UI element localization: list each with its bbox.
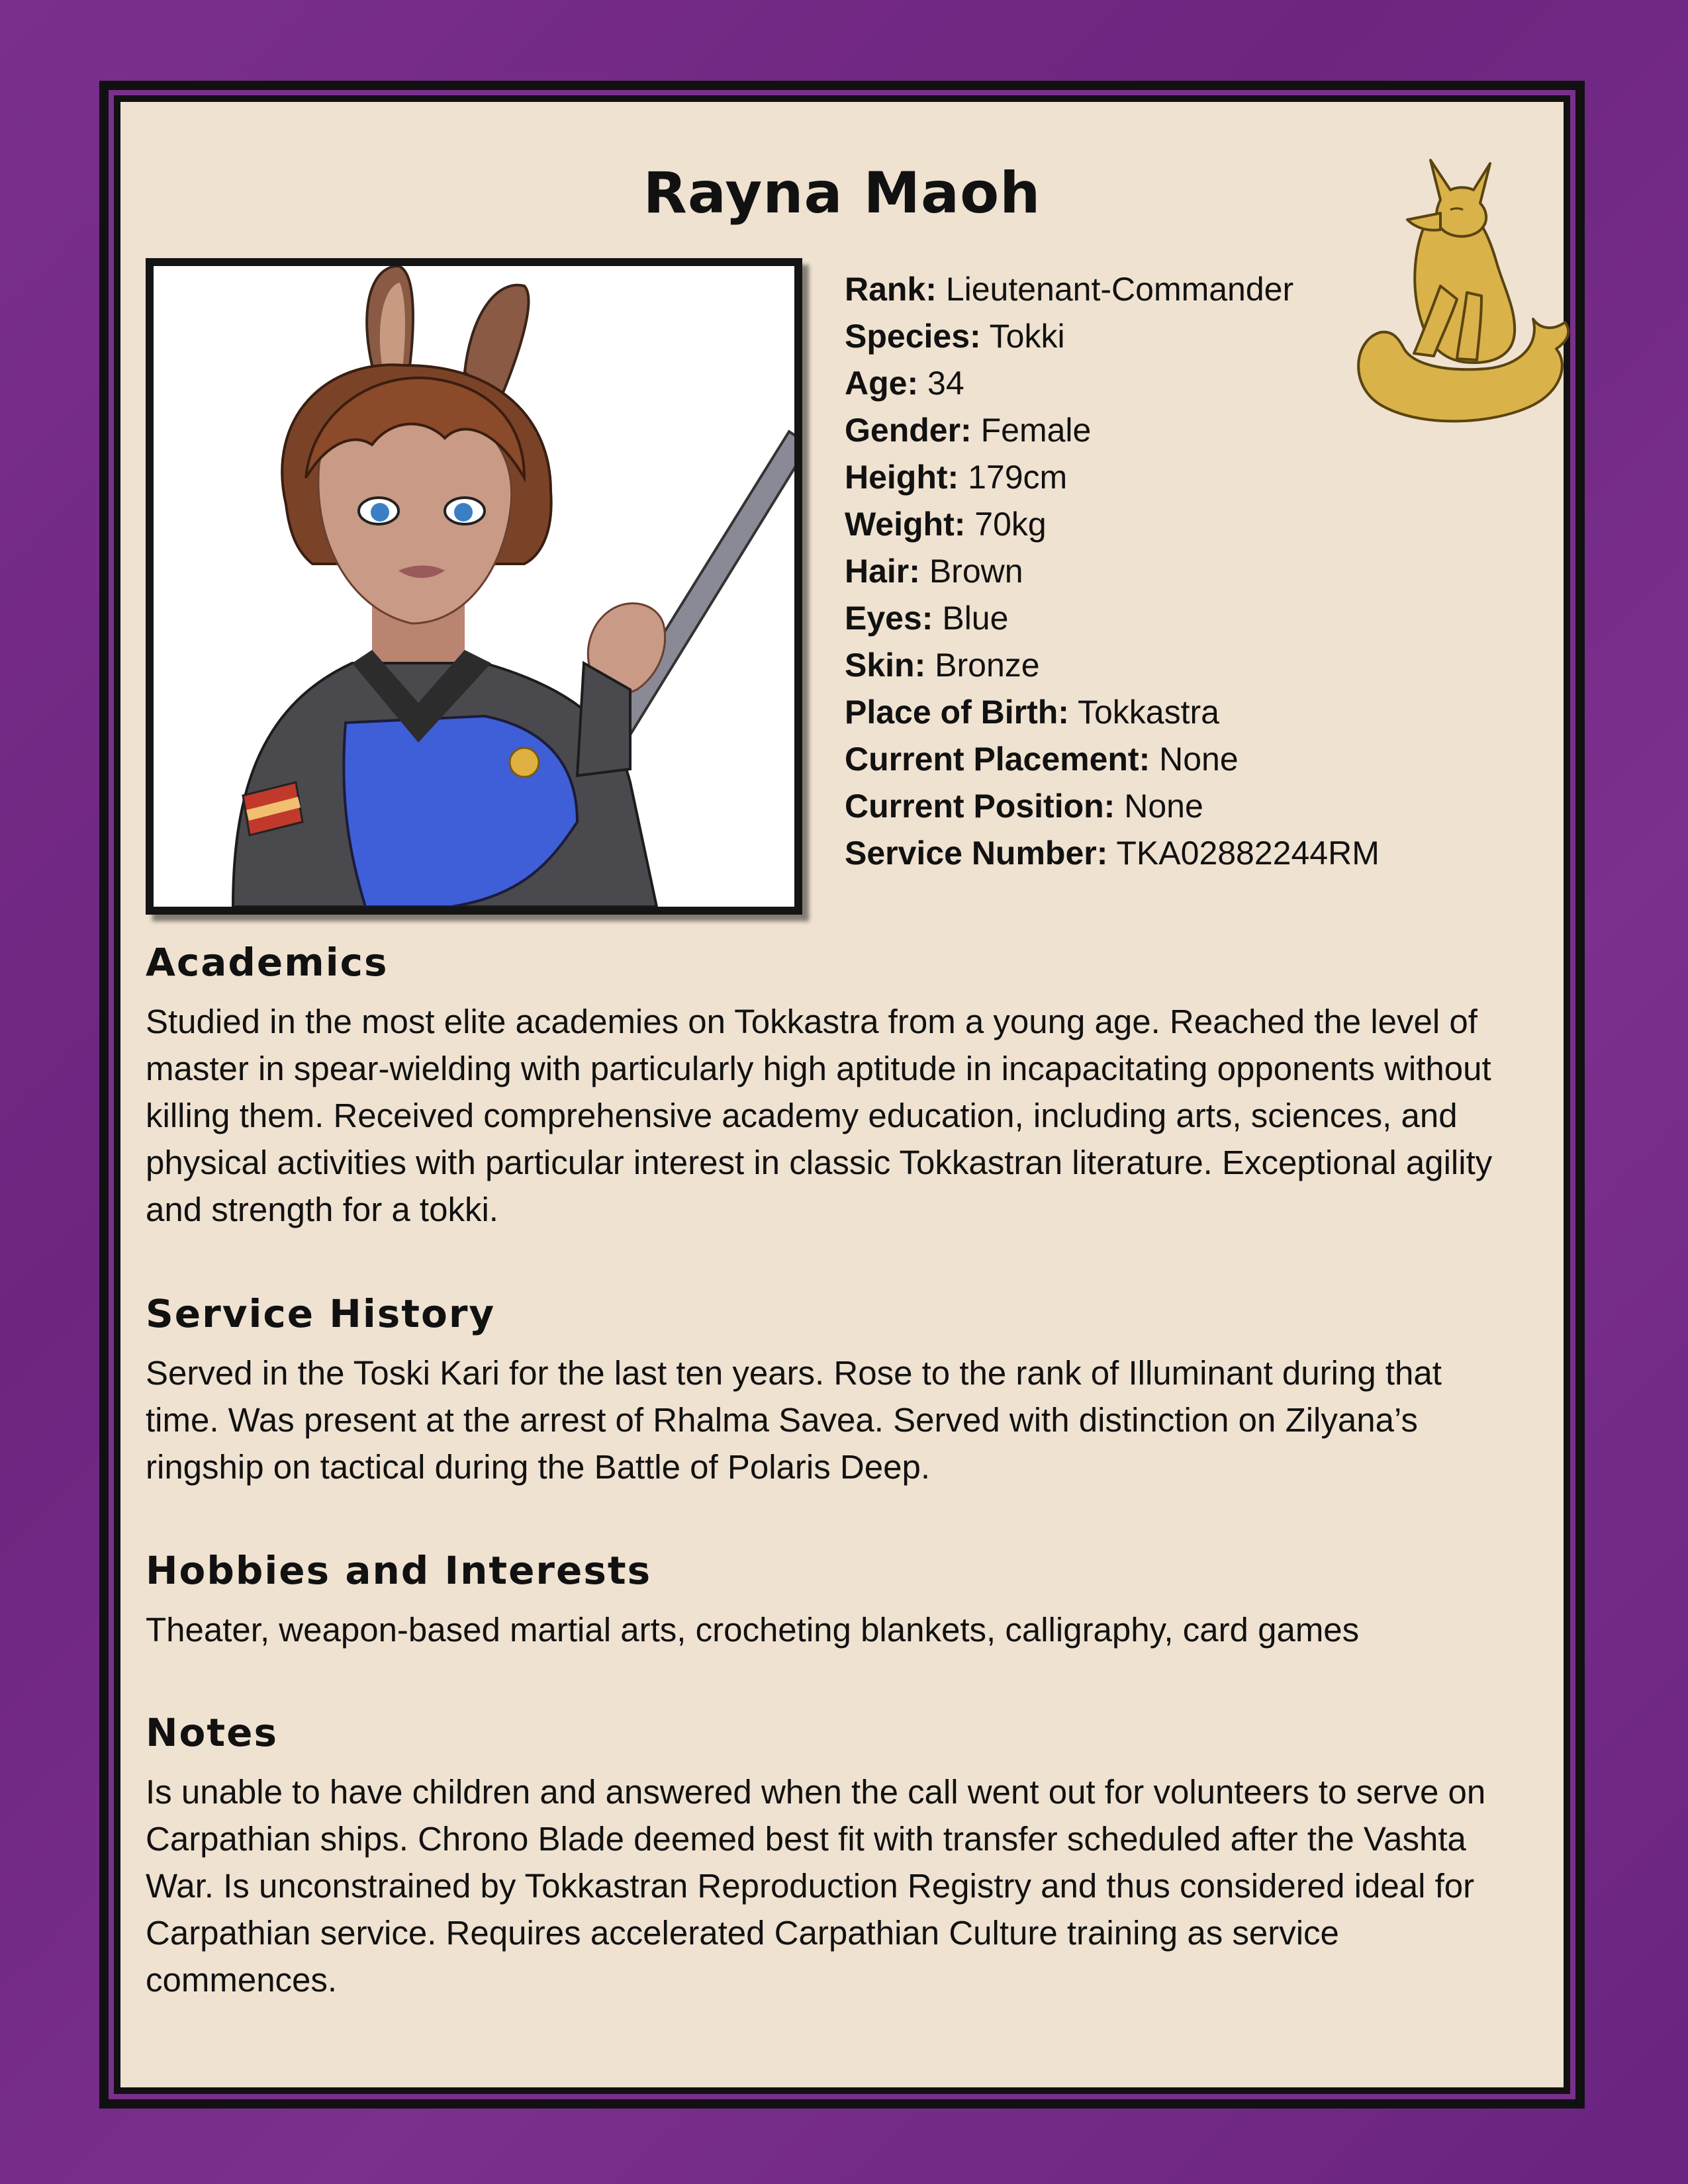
section-body: Studied in the most elite academies on Tokkastra from a young age. Reached the level of master in spear-wielding with particularly high aptitude in incapacitating opponents without killing them. Received comprehensive academy education, including arts, sciences, and physical activities with particular interest in classic Tokkastran literature. Exceptional agility and strength for a tokki. — [146, 1003, 1493, 1228]
stat-rank: Rank: Lieutenant-Commander — [845, 271, 1294, 308]
stat-gender: Gender: Female — [845, 412, 1092, 449]
section-heading: Notes — [146, 1710, 278, 1755]
section-notes — [146, 1710, 1503, 2003]
stat-hair: Hair: Brown — [845, 553, 1023, 590]
stat-eyes: Eyes: Blue — [845, 600, 1009, 637]
stat-service-number: Service Number: TKA02882244RM — [845, 835, 1380, 872]
section-heading: Hobbies and Interests — [146, 1548, 652, 1593]
character-sheet — [120, 102, 1564, 2087]
character-portrait — [146, 258, 802, 915]
stat-place-of-birth: Place of Birth: Tokkastra — [845, 694, 1219, 731]
section-heading: Service History — [146, 1291, 496, 1336]
stat-skin: Skin: Bronze — [845, 647, 1040, 684]
stat-current-placement: Current Placement: None — [845, 741, 1239, 778]
stats-list — [845, 266, 1414, 877]
section-body: Is unable to have children and answered when the call went out for volunteers to serve on Carpathian ships. Chrono Blade deemed best fit with transfer scheduled after the Vashta War. Is unconstrained by Tokkastran Reproduction Registry and thus considered ideal for Carpathian service. Requires accelerated Carpathian Culture training as service commences. — [146, 1773, 1486, 1999]
stat-age: Age: 34 — [845, 365, 964, 402]
section-body: Theater, weapon-based martial arts, crocheting blankets, calligraphy, card games — [146, 1611, 1360, 1649]
page-border — [99, 81, 1585, 2109]
section-heading: Academics — [146, 940, 389, 985]
section-body: Served in the Toski Kari for the last ten years. Rose to the rank of Illuminant during that time. Was present at the arrest of Rhalma Savea. Served with distinction on Zilyana’s ringship on tactical during the Battle of Polaris Deep. — [146, 1354, 1442, 1486]
page-title: Rayna Maoh — [643, 160, 1041, 226]
section-academics — [146, 940, 1503, 1233]
section-hobbies — [146, 1548, 1503, 1653]
stat-current-position: Current Position: None — [845, 788, 1203, 825]
stat-species: Species: Tokki — [845, 318, 1065, 355]
section-service-history — [146, 1291, 1503, 1490]
stat-height: Height: 179cm — [845, 459, 1068, 496]
stat-weight: Weight: 70kg — [845, 506, 1047, 543]
